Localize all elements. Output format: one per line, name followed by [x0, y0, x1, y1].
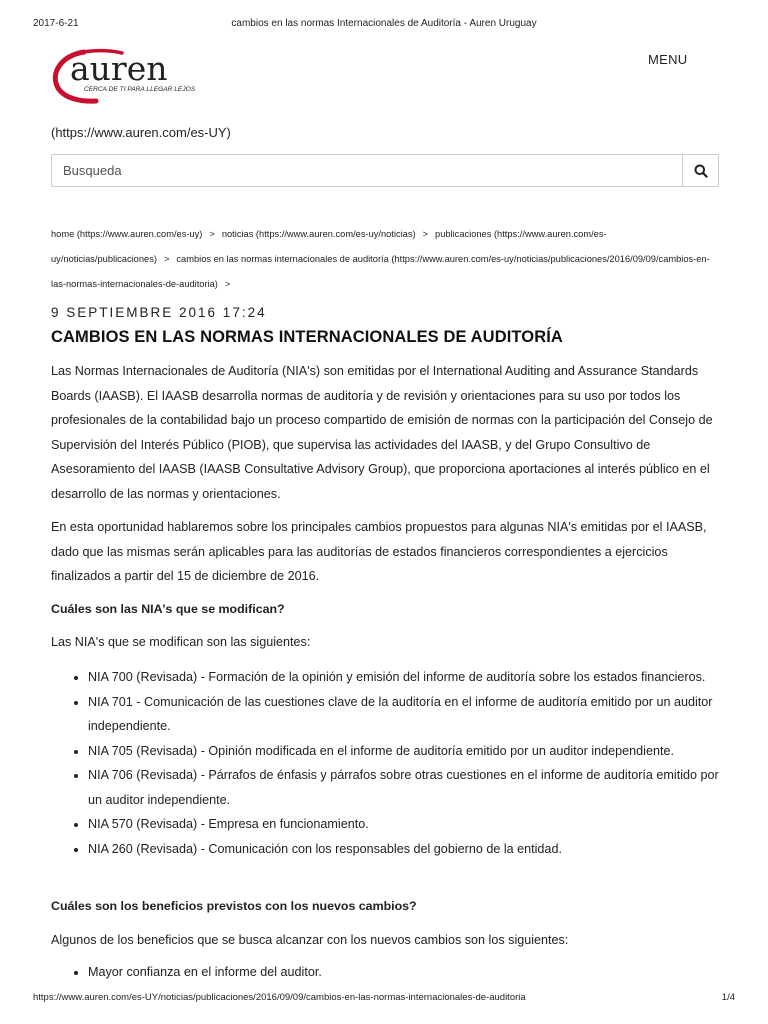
breadcrumb-separator: > — [163, 254, 170, 264]
list-item: • NIA 701 - Comunicación de las cuestiones clave de la auditoría en el informe de auditoría emitido por un auditor independiente. — [88, 690, 723, 739]
print-header — [33, 18, 735, 32]
breadcrumb-separator: > — [422, 229, 429, 239]
breadcrumb-separator: > — [209, 229, 215, 239]
article-paragraph: Las NIA's que se modifican son las siguientes: — [51, 635, 311, 649]
article-paragraph: Algunos de los beneficios que se busca alcanzar con los nuevos cambios son los siguientes: — [51, 933, 569, 947]
page-number: 1/4 — [721, 992, 735, 1003]
logo-tagline: CERCA DE TI PARA LLEGAR LEJOS — [84, 86, 195, 93]
list-item: • Mayor confianza en el informe del auditor. — [88, 960, 723, 985]
search-bar — [51, 154, 719, 187]
list-item: • NIA 700 (Revisada) - Formación de la opinión y emisión del informe de auditoría sobre los estados financieros. — [88, 665, 723, 690]
breadcrumb — [51, 222, 719, 297]
breadcrumb-home[interactable]: home (https://www.auren.com/es-uy) — [51, 229, 203, 239]
benefits-list — [51, 960, 723, 985]
section-heading: Cuáles son los beneficios previstos con los nuevos cambios? — [51, 899, 417, 913]
print-footer-url: https://www.auren.com/es-UY/noticias/publicaciones/2016/09/09/cambios-en-las-normas-internacionales-de-auditoria — [33, 992, 526, 1003]
section-heading: Cuáles son las NIA's que se modifican? — [51, 602, 285, 616]
menu-button[interactable]: MENU — [648, 52, 688, 67]
list-item: • NIA 705 (Revisada) - Opinión modificada en el informe de auditoría emitido por un auditor independiente. — [88, 739, 723, 764]
auren-logo-mark — [50, 44, 195, 104]
article-intro: Las Normas Internacionales de Auditoría (NIA's) son emitidas por el International Auditing and Assurance Standards Boards (IAASB). El IAASB desarrolla normas de auditoría y de revisión y orientaciones para su uso por todos los profesionales de la contabilidad bajo un proceso compartido de emisión de normas con la participación del Consejo de Supervisión del Interés Público (PIOB), que supervisa las actividades del IAASB, y del Grupo Consultivo de Asesoramiento del IAASB (IAASB Consultative Advisory Group), que proporciona aportaciones al interés público en el desarrollo de las normas y orientaciones. — [51, 364, 713, 501]
print-date: 2017-6-21 — [33, 18, 79, 29]
logo-url-link[interactable]: (https://www.auren.com/es-UY) — [51, 125, 231, 140]
article-title: CAMBIOS EN LAS NORMAS INTERNACIONALES DE AUDITORÍA — [51, 328, 563, 346]
breadcrumb-separator: > — [224, 279, 231, 289]
search-button[interactable] — [682, 155, 718, 186]
search-icon — [694, 164, 708, 178]
auren-logo[interactable] — [50, 44, 195, 104]
breadcrumb-publicaciones[interactable]: publicaciones (https://www.auren.com/es-uy/noticias/publicaciones) — [51, 229, 607, 264]
article-paragraph: En esta oportunidad hablaremos sobre los principales cambios propuestos para algunas NIA's emitidas por el IAASB, dado que las mismas serán aplicables para las auditorías de estados financieros correspondientes a ejercicios finalizados a partir del 15 de diciembre de 2016. — [51, 520, 707, 583]
breadcrumb-noticias[interactable]: noticias (https://www.auren.com/es-uy/noticias) — [221, 229, 416, 239]
logo-text: auren — [70, 49, 168, 88]
list-item: • NIA 260 (Revisada) - Comunicación con los responsables del gobierno de la entidad. — [88, 837, 723, 862]
search-input[interactable] — [52, 155, 682, 186]
list-item: • NIA 570 (Revisada) - Empresa en funcionamiento. — [88, 812, 723, 837]
print-title: cambios en las normas Internacionales de Auditoría - Auren Uruguay — [231, 18, 537, 29]
breadcrumb-current[interactable]: cambios en las normas internacionales de auditoría (https://www.auren.com/es-uy/noticias/publicaciones/2016/09/09/cambios-en-las-normas-internacionales-de-auditoria) — [51, 254, 710, 289]
nia-list — [51, 665, 723, 861]
list-item: • NIA 706 (Revisada) - Párrafos de énfasis y párrafos sobre otras cuestiones en el informe de auditoría emitido por un auditor independiente. — [88, 763, 723, 812]
article-date: 9 SEPTIEMBRE 2016 17:24 — [51, 305, 267, 320]
